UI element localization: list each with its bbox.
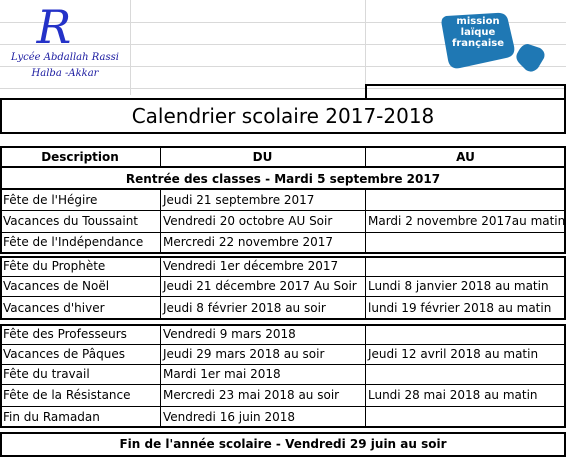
row-6-du: Jeudi 8 février 2018 au soir — [163, 301, 326, 315]
row-5-du: Jeudi 21 décembre 2017 Au Soir — [163, 279, 357, 293]
row-9-description: Fête du travail — [3, 367, 90, 381]
row-2-au: Mardi 2 novembre 2017au matin — [368, 214, 566, 228]
mlf-line2: laïque — [460, 27, 496, 38]
school-location: Halba -Akkar — [31, 68, 99, 79]
row-6-description: Vacances d'hiver — [3, 301, 105, 315]
row-4-description: Fête du Prophète — [3, 259, 106, 273]
school-name: Lycée Abdallah Rassi — [11, 52, 119, 63]
row-8-au: Jeudi 12 avril 2018 au matin — [368, 347, 539, 361]
column-header-au: AU — [456, 150, 475, 164]
row-11-description: Fin du Ramadan — [3, 410, 100, 424]
row-6-au: lundi 19 février 2018 au matin — [368, 301, 552, 315]
row-1-description: Fête de l'Hégire — [3, 193, 98, 207]
row-4-du: Vendredi 1er décembre 2017 — [163, 259, 339, 273]
row-10-du: Mercredi 23 mai 2018 au soir — [163, 388, 340, 402]
gridline — [130, 0, 131, 95]
row-5-description: Vacances de Noël — [3, 279, 110, 293]
row-divider — [0, 384, 566, 385]
row-7-du: Vendredi 9 mars 2018 — [163, 327, 296, 341]
page-title: Calendrier scolaire 2017-2018 — [131, 104, 435, 128]
row-11-du: Vendredi 16 juin 2018 — [163, 410, 296, 424]
row-1-du: Jeudi 21 septembre 2017 — [163, 193, 315, 207]
row-divider — [0, 296, 566, 297]
mlf-line1: mission — [456, 16, 500, 27]
column-header-du: DU — [252, 150, 273, 164]
row-10-description: Fête de la Résistance — [3, 388, 131, 402]
banner-rentree: Rentrée des classes - Mardi 5 septembre 2017 — [125, 172, 441, 186]
row-3-du: Mercredi 22 novembre 2017 — [163, 235, 334, 249]
selected-cell[interactable] — [365, 84, 566, 98]
row-3-description: Fête de l'Indépendance — [3, 235, 144, 249]
school-logo: R — [36, 0, 72, 54]
row-10-au: Lundi 28 mai 2018 au matin — [368, 388, 538, 402]
row-8-du: Jeudi 29 mars 2018 au soir — [163, 347, 325, 361]
mlf-logo — [440, 12, 548, 76]
row-7-description: Fête des Professeurs — [3, 327, 127, 341]
mlf-line3: française — [452, 38, 504, 49]
row-divider — [0, 406, 566, 407]
row-9-du: Mardi 1er mai 2018 — [163, 367, 281, 381]
row-divider — [0, 210, 566, 211]
col-divider — [365, 324, 366, 428]
column-header-description: Description — [41, 150, 119, 164]
row-8-description: Vacances de Pâques — [3, 347, 125, 361]
banner-fin-annee: Fin de l'année scolaire - Vendredi 29 juin au soir — [119, 437, 447, 451]
gridline — [365, 0, 366, 95]
row-2-description: Vacances du Toussaint — [3, 214, 139, 228]
row-5-au: Lundi 8 janvier 2018 au matin — [368, 279, 549, 293]
row-2-du: Vendredi 20 octobre AU Soir — [163, 214, 333, 228]
